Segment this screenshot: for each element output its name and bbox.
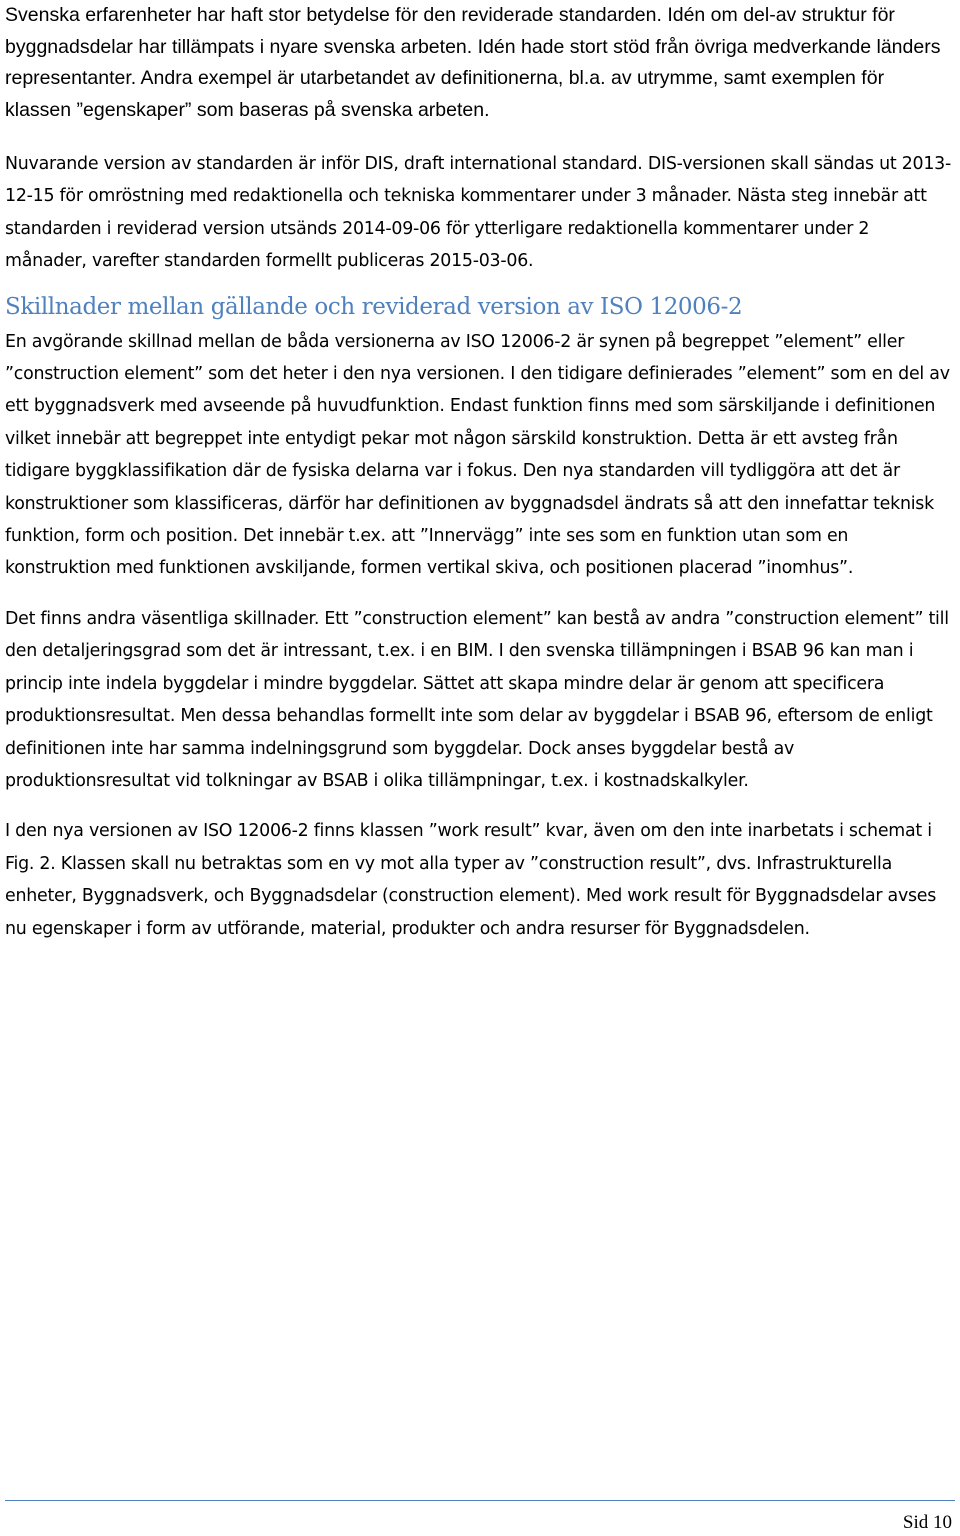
document-page: [5, 0, 955, 945]
section-heading: Skillnader mellan gällande och reviderad version av ISO 12006-2: [5, 293, 743, 320]
status-paragraph: Nuvarande version av standarden är inför DIS, draft international standard. DIS-versionen skall sändas ut 2013-12-15 för omröstning med redaktionella och tekniska kommentarer under 3 månader. Nästa steg innebär att standarden i reviderad version utsänds 2014-09-06 för ytterligare redaktionella kommentarer under 2 månader, varefter standarden formellt publiceras 2015-03-06.: [5, 154, 951, 272]
section-paragraph-1: En avgörande skillnad mellan de båda versionerna av ISO 12006-2 är synen på begreppet ”element” eller ”construction element” som det heter i den nya versionen. I den tidigare definierades ”element” som en del av ett byggnadsverk med avseende på huvudfunktion. Endast funktion finns med som särskiljande i definitionen vilket innebär att begreppet inte entydigt pekar mot någon särskild konstruktion. Detta är ett avsteg från tidigare byggklassifikation där de fysiska delarna var i fokus. Den nya standarden vill tydliggöra att det är konstruktioner som klassificeras, därför har definitionen av byggnadsdel ändrats så att den innefattar teknisk funktion, form och position. Det innebär t.ex. att ”Innervägg” inte ses som en funktion utan som en konstruktion med funktionen avskiljande, formen vertikal skiva, och positionen placerad ”inomhus”.: [5, 331, 950, 579]
footer-divider: [5, 1500, 955, 1501]
page-number: Sid 10: [902, 1512, 952, 1533]
intro-paragraph: Svenska erfarenheter har haft stor betydelse för den reviderade standarden. Idén om del-av struktur för byggnadsdelar har tillämpats i nyare svenska arbeten. Idén hade stort stöd från övriga medverkande länders representanter. Andra exempel är utarbetandet av definitionerna, bl.a. av utrymme, samt exemplen för klassen ”egenskaper” som baseras på svenska arbeten.: [5, 4, 941, 121]
section-paragraph-3: I den nya versionen av ISO 12006-2 finns klassen ”work result” kvar, även om den inte inarbetats i schemat i Fig. 2. Klassen skall nu betraktas som en vy mot alla typer av ”construction result”, dvs. Infrastrukturella enheter, Byggnadsverk, och Byggnadsdelar (construction element). Med work result för Byggnadsdelar avses nu egenskaper i form av utförande, material, produkter och andra resurser för Byggnadsdelen.: [5, 821, 937, 939]
section-paragraph-2: Det finns andra väsentliga skillnader. Ett ”construction element” kan bestå av andra ”construction element” till den detaljeringsgrad som det är intressant, t.ex. i en BIM. I den svenska tillämpningen i BSAB 96 kan man i princip inte indela byggdelar i mindre byggdelar. Sättet att skapa mindre delar är genom att specificera produktionsresultat. Men dessa behandlas formellt inte som delar av byggdelar i BSAB 96, eftersom de enligt definitionen inte har samma indelningsgrund som byggdelar. Dock anses byggdelar bestå av produktionsresultat vid tolkningar av BSAB i olika tillämpningar, t.ex. i kostnadskalkyler.: [5, 608, 949, 791]
